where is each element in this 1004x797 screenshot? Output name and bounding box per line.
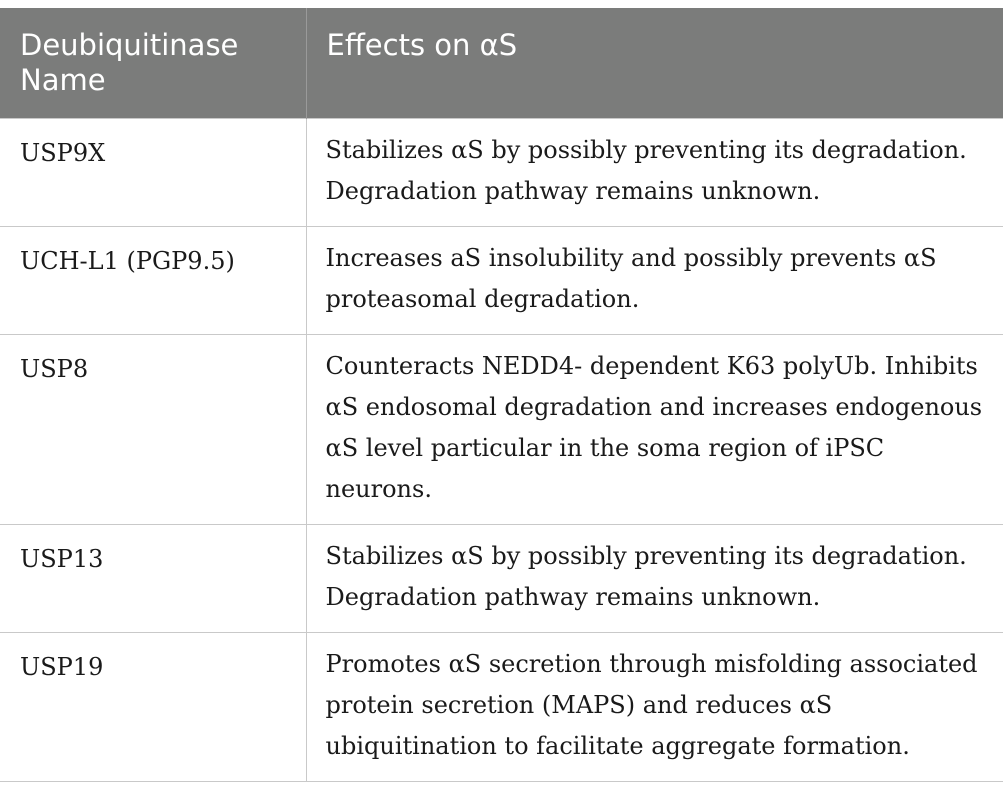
table-header: [0, 8, 1003, 119]
deubiquitinase-name-cell: UCH-L1 (PGP9.5): [0, 227, 306, 335]
deubiquitinase-name-cell: USP9X: [0, 119, 306, 227]
header-effects: Effects on αS: [306, 8, 1003, 119]
table-row: [0, 335, 1003, 525]
table-row: [0, 633, 1003, 782]
table-row: [0, 525, 1003, 633]
effect-cell: Increases aS insolubility and possibly prevents αS proteasomal degradation.: [306, 227, 1003, 335]
deubiquitinase-table: [0, 8, 1003, 782]
header-row: [0, 8, 1003, 119]
header-deubiquitinase-name: Deubiquitinase Name: [0, 8, 306, 119]
deubiquitinase-name-cell: USP19: [0, 633, 306, 782]
table-row: [0, 227, 1003, 335]
deubiquitinase-table-container: [0, 8, 1003, 782]
effect-cell: Counteracts NEDD4- dependent K63 polyUb. Inhibits αS endosomal degradation and increases endogenous αS level particular in the soma region of iPSC neurons.: [306, 335, 1003, 525]
effect-cell: Stabilizes αS by possibly preventing its degradation. Degradation pathway remains unknown.: [306, 525, 1003, 633]
effect-cell: Stabilizes αS by possibly preventing its degradation. Degradation pathway remains unknown.: [306, 119, 1003, 227]
effect-cell: Promotes αS secretion through misfolding associated protein secretion (MAPS) and reduces αS ubiquitination to facilitate aggregate formation.: [306, 633, 1003, 782]
deubiquitinase-name-cell: USP13: [0, 525, 306, 633]
table-body: [0, 119, 1003, 782]
table-row: [0, 119, 1003, 227]
deubiquitinase-name-cell: USP8: [0, 335, 306, 525]
